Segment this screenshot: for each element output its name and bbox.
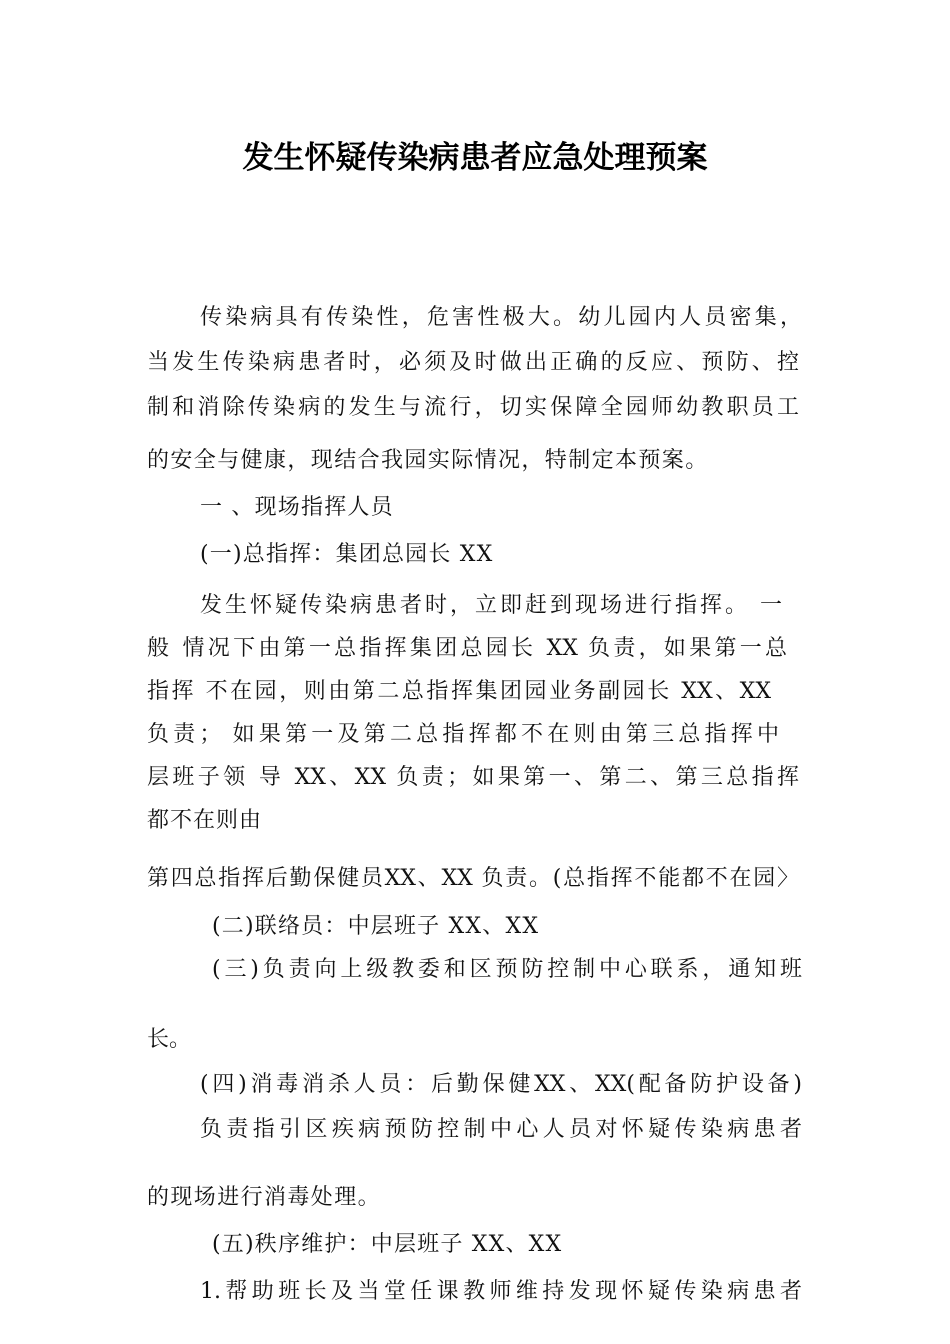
paragraph-line: (三)负责向上级教委和区预防控制中心联系，通知班 [212, 957, 802, 982]
paragraph-line: 都不在则由 [147, 808, 263, 833]
paragraph-line: 发生怀疑传染病患者时，立即赶到现场进行指挥。 一 [200, 593, 782, 618]
paragraph-line: 般 情况下由第一总指挥集团总园长 XX 负责，如果第一总 [147, 636, 787, 661]
section-subheading: (一)总指挥：集团总园长 XX [200, 542, 494, 567]
section-subheading: (五)秩序维护：中层班子 XX、XX [212, 1232, 563, 1257]
paragraph-line: 长。 [147, 1027, 192, 1052]
paragraph-line: 负责； 如果第一及第二总指挥都不在则由第三总指挥中 [147, 722, 779, 747]
paragraph-line: 层班子领 导 XX、XX 负责；如果第一、第二、第三总指挥 [147, 765, 799, 790]
paragraph-line: 负责指引区疾病预防控制中心人员对怀疑传染病患者 [200, 1117, 802, 1142]
paragraph-line: 指挥 不在园，则由第二总指挥集团园业务副园长 XX、XX [147, 679, 771, 704]
paragraph-line: 第四总指挥后勤保健员XX、XX 负责。(总指挥不能都不在园〉 [147, 866, 799, 891]
document-title: 发生怀疑传染病患者应急处理预案 [242, 140, 708, 176]
paragraph-line: 的现场进行消毒处理。 [147, 1185, 382, 1210]
section-subheading: (四)消毒消杀人员：后勤保健XX、XX(配备防护设备) [200, 1072, 802, 1097]
section-subheading: (二)联络员：中层班子 XX、XX [212, 914, 540, 939]
section-heading: 一 、现场指挥人员 [200, 495, 394, 520]
paragraph-line: 当发生传染病患者时，必须及时做出正确的反应、预防、控 [147, 350, 799, 375]
paragraph-line: 的安全与健康，现结合我园实际情况，特制定本预案。 [147, 448, 709, 473]
paragraph-line: 制和消除传染病的发生与流行，切实保障全园师幼教职员工 [147, 395, 799, 420]
paragraph-line: 传染病具有传染性，危害性极大。幼儿园内人员密集， [200, 305, 802, 330]
paragraph-line: 1.帮助班长及当堂任课教师维持发现怀疑传染病患者 [200, 1279, 802, 1304]
